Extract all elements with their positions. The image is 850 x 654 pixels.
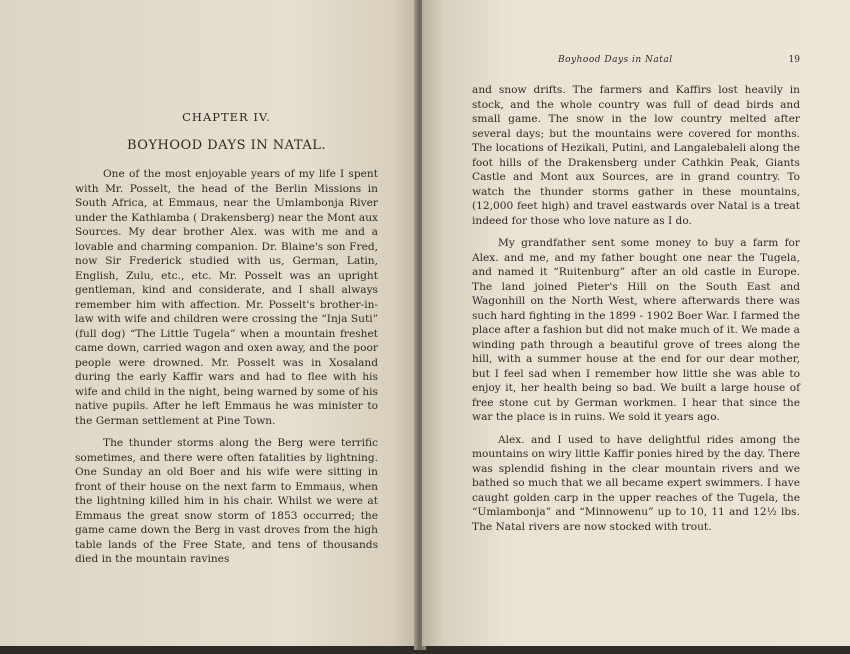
body-paragraph: and snow drifts. The farmers and Kaffirs lost heavily in stock, and the whole country was full of dead birds and small game. The snow in the low country melted after several days; but the mountains were covered for months. The locations of Hezikali, Putini, and Langalebaleli along the foot hills of the Drakensberg under Cathkin Peak, Giants Castle and Mont aux Sources, are in grand country. To watch the thunder storms gather in these mountains, (12,000 feet high) and travel eastwards over Natal is a treat indeed for those who love nature as I do.: [472, 84, 800, 227]
chapter-label: CHAPTER IV.: [182, 110, 271, 124]
running-head-title: Boyhood Days in Natal: [558, 55, 673, 65]
body-paragraph: One of the most enjoyable years of my life I spent with Mr. Posselt, the head of the Berlin Missions in South Africa, at Emmaus, near the Umlambonja River under the Kathlamba ( Drakensberg) near the Mont aux Sources. My dear brother Alex. was with me and a lovable and charming companion. Dr. Blaine's son Fred, now Sir Frederick studied with us, German, Latin, English, Zulu, etc., etc. Mr. Posselt was an upright gentleman, kind and considerate, and I shall always remember him with affection. Mr. Posselt's brother-in-law with wife and children were crossing the “Inja Suti” (full dog) “The Little Tugela” when a mountain freshet came down, carried wagon and oxen away, and the poor people were drowned. Mr. Posselt was in Xosaland during the early Kaffir wars and had to flee with his wife and child in the night, being warned by some of his native pupils. After he left Emmaus he was minister to the German settlement at Pine Town.: [75, 168, 378, 427]
body-paragraph: The thunder storms along the Berg were terrific sometimes, and there were often fatalities by lightning. One Sunday an old Boer and his wife were sitting in front of their house on the next farm to Emmaus, when the lightning killed him in his chair. Whilst we were at Emmaus the great snow storm of 1853 occurred; the game came down the Berg in vast droves from the high table lands of the Free State, and tens of thousands died in the mountain ravines: [75, 437, 378, 565]
body-paragraph: Alex. and I used to have delightful rides among the mountains on wiry little Kaffir ponies hired by the day. There was splendid fishing in the clear mountain rivers and we bathed so much that we all became expert swimmers. I have caught golden carp in the upper reaches of the Tugela, the “Umlambonja” and “Minnowenu” up to 10, 11 and 12½ lbs. The Natal rivers are now stocked with trout.: [472, 433, 800, 533]
left-page: [0, 0, 418, 646]
page-number: 19: [788, 55, 800, 65]
running-head: [472, 55, 800, 73]
chapter-title: BOYHOOD DAYS IN NATAL.: [127, 138, 326, 153]
body-paragraph: My grandfather sent some money to buy a farm for Alex. and me, and my father bought one near the Tugela, and named it “Ruitenburg” after an old castle in Europe. The land joined Pieter's Hill on the South East and Wagonhill on the North West, where afterwards there was such hard fighting in the 1899 - 1902 Boer War. I farmed the place after a fashion but did not make much of it. We made a winding path through a beautiful grove of trees along the hill, with a summer house at the end for our dear mother, but I feel sad when I remember how little she was able to enjoy it, her health being so bad. We built a large house of free stone cut by German workmen. I hear that since the war the place is in ruins. We sold it years ago.: [472, 237, 800, 423]
right-page: [422, 0, 850, 646]
